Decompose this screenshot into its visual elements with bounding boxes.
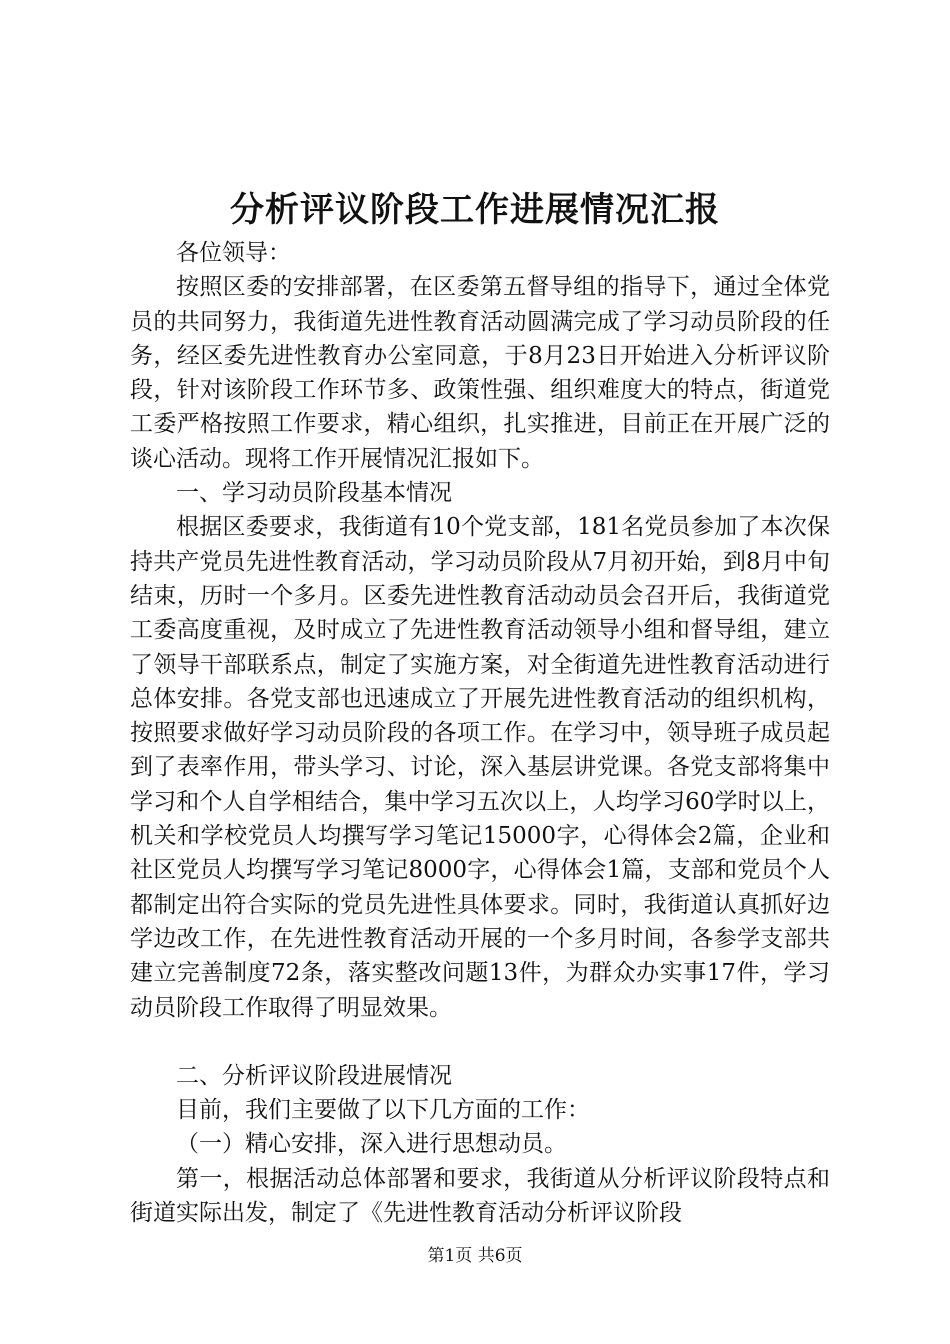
section-heading-1: 一、学习动员阶段基本情况 [176, 480, 452, 507]
subsection-heading-1: （一）精心安排，深入进行思想动员。 [176, 1131, 567, 1158]
paragraph-section-2-intro: 目前，我们主要做了以下几方面的工作： [176, 1097, 590, 1124]
document-body [130, 236, 830, 1230]
salutation: 各位领导： [176, 240, 291, 266]
document-title: 分析评议阶段工作进展情况汇报 [230, 190, 720, 230]
page-number-footer: 第1页 共6页 [427, 1246, 523, 1266]
paragraph-intro: 按照区委的安排部署，在区委第五督导组的指导下，通过全体党员的共同努力，我街道先进性教育活动圆满完成了学习动员阶段的任务，经区委先进性教育办公室同意，于8月23日开始进入分析评议阶段，针对该阶段工作环节多、政策性强、组织难度大的特点，街道党工委严格按照工作要求，精心组织，扎实推进，目前正在开展广泛的谈心活动。现将工作开展情况汇报如下。 [130, 274, 830, 472]
paragraph-section-1: 根据区委要求，我街道有10个党支部，181名党员参加了本次保持共产党员先进性教育活动，学习动员阶段从7月初开始，到8月中旬结束，历时一个多月。区委先进性教育活动动员会召开后，我街道党工委高度重视，及时成立了先进性教育活动领导小组和督导组，建立了领导干部联系点，制定了实施方案，对全街道先进性教育活动进行总体安排。各党支部也迅速成立了开展先进性教育活动的组织机构，按照要求做好学习动员阶段的各项工作。在学习中，领导班子成员起到了表率作用，带头学习、讨论，深入基层讲党课。各党支部将集中学习和个人自学相结合，集中学习五次以上，人均学习60学时以上，机关和学校党员人均撰写学习笔记15000字，心得体会2篇，企业和社区党员人均撰写学习笔记8000字，心得体会1篇，支部和党员个人都制定出符合实际的党员先进性具体要求。同时，我街道认真抓好边学边改工作，在先进性教育活动开展的一个多月时间，各参学支部共建立完善制度72条，落实整改问题13件，为群众办实事17件，学习动员阶段工作取得了明显效果。 [130, 514, 830, 1021]
paragraph-subsection-1: 第一，根据活动总体部署和要求，我街道从分析评议阶段特点和街道实际出发，制定了《先进性教育活动分析评议阶段 [130, 1165, 830, 1227]
section-heading-2: 二、分析评议阶段进展情况 [176, 1062, 452, 1089]
